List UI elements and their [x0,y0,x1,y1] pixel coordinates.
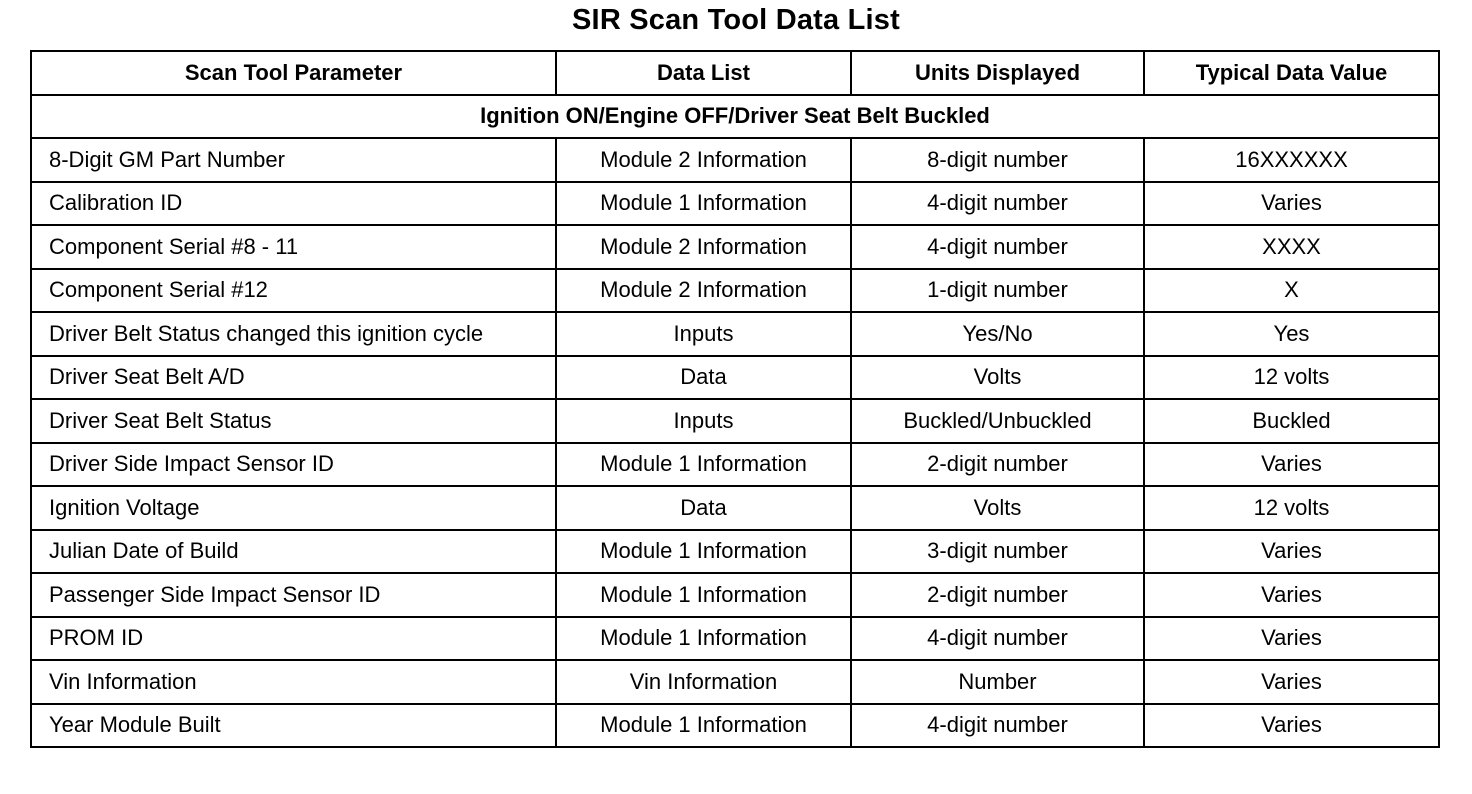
cell-typical-value: Varies [1144,704,1439,748]
cell-typical-value: 12 volts [1144,356,1439,400]
table-row [31,573,1439,617]
cell-units: 1-digit number [851,269,1144,313]
cell-parameter: Driver Side Impact Sensor ID [31,443,556,487]
table-header-row [31,51,1439,95]
cell-data-list: Inputs [556,399,851,443]
cell-units: 3-digit number [851,530,1144,574]
cell-typical-value: 12 volts [1144,486,1439,530]
header-scan-tool-parameter: Scan Tool Parameter [31,51,556,95]
cell-units: Volts [851,486,1144,530]
cell-typical-value: Varies [1144,573,1439,617]
section-row [31,95,1439,139]
table-row [31,704,1439,748]
table-row [31,443,1439,487]
cell-typical-value: XXXX [1144,225,1439,269]
table-row [31,182,1439,226]
cell-typical-value: 16XXXXXX [1144,138,1439,182]
cell-units: 2-digit number [851,573,1144,617]
cell-data-list: Data [556,356,851,400]
cell-typical-value: X [1144,269,1439,313]
header-data-list: Data List [556,51,851,95]
cell-parameter: Driver Seat Belt A/D [31,356,556,400]
table-row [31,225,1439,269]
table-row [31,617,1439,661]
table-row [31,486,1439,530]
cell-parameter: Driver Seat Belt Status [31,399,556,443]
cell-data-list: Module 1 Information [556,530,851,574]
table-row [31,138,1439,182]
cell-parameter: Driver Belt Status changed this ignition cycle [31,312,556,356]
cell-units: 4-digit number [851,704,1144,748]
cell-data-list: Vin Information [556,660,851,704]
cell-data-list: Module 1 Information [556,573,851,617]
cell-units: Buckled/Unbuckled [851,399,1144,443]
cell-parameter: Julian Date of Build [31,530,556,574]
cell-parameter: Component Serial #12 [31,269,556,313]
cell-typical-value: Varies [1144,617,1439,661]
scan-tool-data-table [30,50,1440,748]
cell-typical-value: Varies [1144,660,1439,704]
table-row [31,269,1439,313]
cell-parameter: Vin Information [31,660,556,704]
cell-typical-value: Varies [1144,182,1439,226]
cell-units: 4-digit number [851,182,1144,226]
cell-units: 8-digit number [851,138,1144,182]
cell-parameter: 8-Digit GM Part Number [31,138,556,182]
cell-parameter: Component Serial #8 - 11 [31,225,556,269]
cell-data-list: Data [556,486,851,530]
cell-typical-value: Buckled [1144,399,1439,443]
cell-parameter: Calibration ID [31,182,556,226]
table-row [31,660,1439,704]
header-typical-data-value: Typical Data Value [1144,51,1439,95]
cell-parameter: Passenger Side Impact Sensor ID [31,573,556,617]
cell-data-list: Module 2 Information [556,225,851,269]
cell-data-list: Inputs [556,312,851,356]
cell-units: Yes/No [851,312,1144,356]
table-row [31,312,1439,356]
section-heading: Ignition ON/Engine OFF/Driver Seat Belt Buckled [31,95,1439,139]
table-row [31,399,1439,443]
header-units-displayed: Units Displayed [851,51,1144,95]
cell-units: 4-digit number [851,617,1144,661]
cell-data-list: Module 1 Information [556,182,851,226]
page-title: SIR Scan Tool Data List [572,4,900,36]
cell-data-list: Module 1 Information [556,443,851,487]
cell-units: 4-digit number [851,225,1144,269]
cell-data-list: Module 1 Information [556,617,851,661]
cell-data-list: Module 2 Information [556,138,851,182]
cell-typical-value: Varies [1144,530,1439,574]
cell-units: 2-digit number [851,443,1144,487]
cell-parameter: PROM ID [31,617,556,661]
cell-data-list: Module 2 Information [556,269,851,313]
cell-data-list: Module 1 Information [556,704,851,748]
cell-typical-value: Varies [1144,443,1439,487]
cell-parameter: Year Module Built [31,704,556,748]
cell-parameter: Ignition Voltage [31,486,556,530]
cell-units: Volts [851,356,1144,400]
cell-units: Number [851,660,1144,704]
cell-typical-value: Yes [1144,312,1439,356]
table-row [31,530,1439,574]
table-row [31,356,1439,400]
